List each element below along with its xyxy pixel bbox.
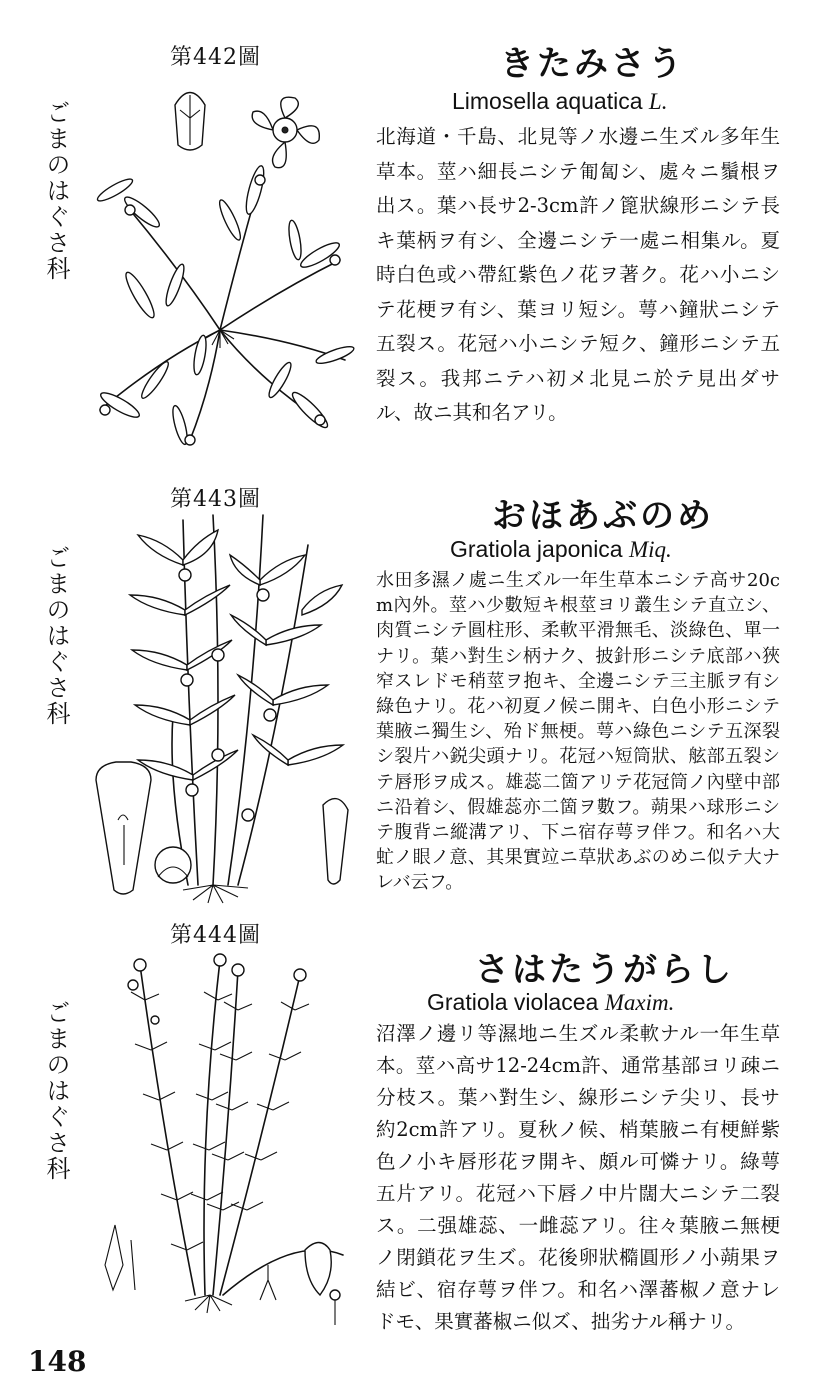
illustration-gratiola-japonica: [88, 505, 358, 905]
species-title-kitamisou: きたみさう: [500, 44, 685, 84]
scientific-binomial: Gratiola violacea: [427, 989, 599, 1015]
family-label-444: ごまのはぐさ科: [42, 1000, 70, 1182]
illustration-limosella-aquatica: [80, 80, 360, 460]
page-number: 148: [28, 1345, 87, 1378]
figure-label-442: 第442圖: [170, 45, 261, 70]
figure-label-443: 第443圖: [170, 487, 261, 512]
family-label-442: ごまのはぐさ科: [42, 100, 70, 282]
scientific-name-limosella: [452, 88, 667, 115]
scientific-binomial: Gratiola japonica: [450, 536, 623, 562]
description-gratiola-japonica: 水田多濕ノ處ニ生ズル一年生草本ニシテ高サ20cm內外。莖ハ少數短キ根莖ヨリ叢生シテ直立シ、肉質ニシテ圓柱形、柔軟平滑無毛、淡綠色、單一ナリ。葉ハ對生シ柄ナク、披針形ニシテ底部ハ狹窄スレドモ稍莖ヲ抱キ、全邊ニシテ三主脈ヲ有シ綠色ナリ。花ハ初夏ノ候ニ開キ、白色小形ニシテ葉腋ニ獨生シ、殆ド無梗。萼ハ綠色ニシテ五深裂シ裂片ハ鋭尖頭ナリ。花冠ハ短筒狀、舷部五裂シテ唇形ヲ成ス。雄蕊二箇アリテ花冠筒ノ內壁中部ニ沿着シ、假雄蕊亦二箇ヲ數フ。蒴果ハ球形ニシテ腹背ニ縱溝アリ、下ニ宿存萼ヲ伴フ。和名ハ大虻ノ眼ノ意、其果實竝ニ草狀あぶのめニ似テ大ナレバ云フ。: [376, 570, 780, 894]
scientific-binomial: Limosella aquatica: [452, 88, 643, 114]
figure-label-444: 第444圖: [170, 923, 261, 948]
description-gratiola-violacea: 沼澤ノ邊リ等濕地ニ生ズル柔軟ナル一年生草本。莖ハ高サ12-24cm許、通常基部ヨリ疎ニ分枝ス。葉ハ對生シ、線形ニシテ尖リ、長サ約2cm許アリ。夏秋ノ候、梢葉腋ニ有梗鮮紫色ノ小キ唇形花ヲ開キ、頗ル可憐ナリ。綠萼五片アリ。花冠ハ下唇ノ中片闊大ニシテ二裂ス。二强雄蕊、一雌蕊アリ。往々葉腋ニ無梗ノ閉鎖花ヲ生ズ。花後卵狀橢圓形ノ小蒴果ヲ結ビ、宿存萼ヲ伴フ。和名ハ澤蕃椒ノ意ナレドモ、果實蕃椒ニ似ズ、拙劣ナル稱ナリ。: [376, 1022, 780, 1333]
scientific-author: Maxim.: [604, 990, 675, 1015]
illustration-gratiola-violacea: [95, 950, 360, 1335]
species-title-sawatougarashi: さはたうがらし: [475, 950, 734, 990]
scientific-name-gratiola-violacea: [427, 989, 674, 1016]
scientific-author: Miq.: [629, 537, 672, 562]
species-title-ohoabunome: おほあぶのめ: [492, 496, 714, 536]
scientific-name-gratiola-japonica: [450, 536, 672, 563]
scientific-author: L.: [648, 89, 668, 114]
description-limosella: 北海道・千島、北見等ノ水邊ニ生ズル多年生草本。莖ハ細長ニシテ匍匐シ、處々ニ鬚根ヲ出ス。葉ハ長サ2-3cm許ノ篦狀線形ニシテ長キ葉柄ヲ有シ、全邊ニシテ一處ニ相集ル。夏時白色或ハ帶紅紫色ノ花ヲ著ク。花ハ小ニシテ花梗ヲ有シ、葉ヨリ短シ。萼ハ鐘狀ニシテ五裂ス。花冠ハ小ニシテ短ク、鐘形ニシテ五裂ス。我邦ニテハ初メ北見ニ於テ見出ダサル、故ニ其和名アリ。: [376, 125, 780, 424]
family-label-443: ごまのはぐさ科: [42, 545, 70, 727]
